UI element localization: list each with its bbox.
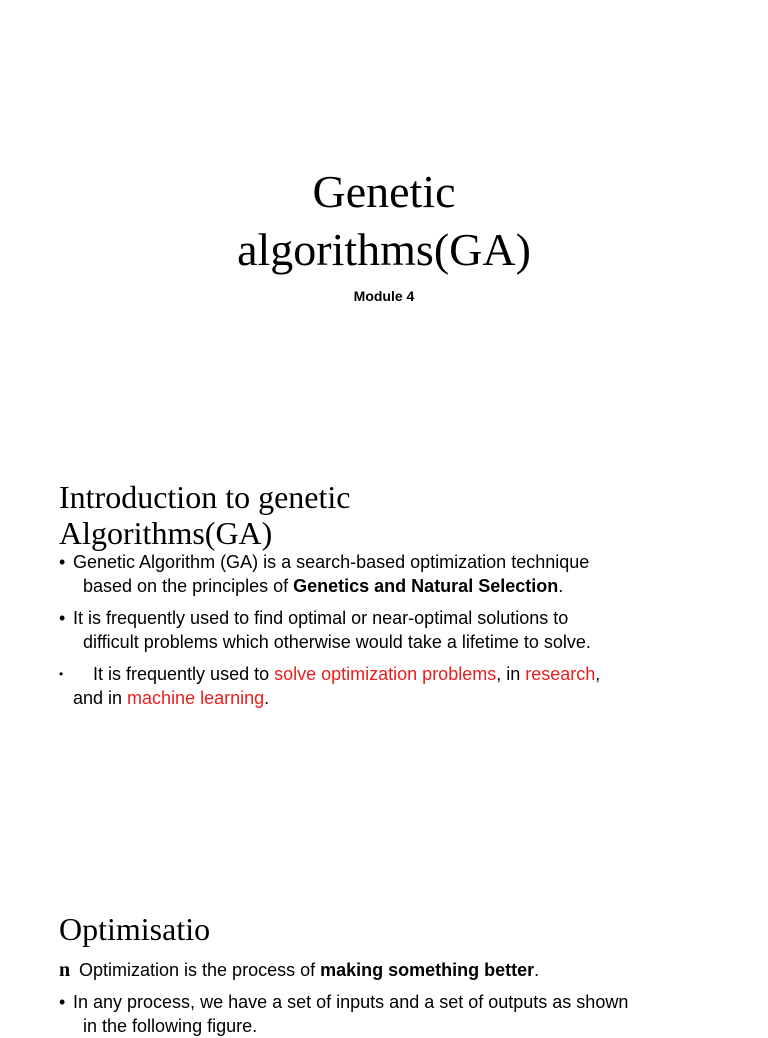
- intro-bullet-3: [59, 662, 739, 710]
- bullet-dot-icon: •: [59, 552, 66, 572]
- intro-bullet-2-line2: difficult problems which otherwise would take a lifetime to solve.: [83, 632, 591, 652]
- optimisation-bullet-1-bold: making something better: [320, 960, 535, 980]
- intro-bullet-1-line1: Genetic Algorithm (GA) is a search-based optimization technique: [73, 552, 590, 572]
- intro-bullet-1-bold: Genetics and Natural Selection: [293, 576, 559, 596]
- intro-bullet-3-mid: , in: [496, 664, 526, 684]
- bullet-dot-icon: •: [59, 667, 64, 681]
- intro-bullet-3-pre: It is frequently used to: [93, 664, 275, 684]
- intro-bullet-3-red1: solve optimization problems: [274, 664, 497, 684]
- optimisation-bullet-2-line1: In any process, we have a set of inputs and a set of outputs as shown: [73, 992, 629, 1012]
- intro-bullet-3-line1: [93, 664, 600, 684]
- intro-heading-line1: Introduction to genetic: [59, 479, 351, 515]
- optimisation-bullet-2: [59, 990, 739, 1038]
- optimisation-bullet-1-text: [59, 958, 739, 982]
- optimisation-bullet-2-text: [59, 990, 739, 1038]
- intro-bullet-1-line2: [73, 574, 739, 598]
- intro-bullet-3-red2: research: [525, 664, 596, 684]
- intro-bullet-1-text: [59, 550, 739, 598]
- bullet-glyph-icon: n: [59, 959, 71, 981]
- bullet-dot-icon: •: [59, 608, 66, 628]
- optimisation-bullet-1-pre: Optimization is the process of: [79, 960, 321, 980]
- intro-bullet-2: [59, 606, 739, 654]
- intro-bullet-3-red3: machine learning: [127, 688, 265, 708]
- intro-bullet-2-line1: It is frequently used to find optimal or near-optimal solutions to: [73, 608, 569, 628]
- page-subtitle: Module 4: [353, 288, 415, 304]
- intro-heading-line2: Algorithms(GA): [59, 515, 273, 551]
- intro-bullet-1: [59, 550, 739, 598]
- optimisation-bullet-2-line2: in the following figure.: [83, 1016, 258, 1036]
- intro-bullet-3-line2-pre: and in: [73, 688, 128, 708]
- intro-bullet-1-line2-post: .: [558, 576, 564, 596]
- intro-bullet-3-text: [59, 662, 739, 686]
- intro-bullet-3-line2: [59, 686, 739, 710]
- page-title-line2: algorithms(GA): [237, 224, 531, 275]
- intro-bullet-3-line2-post: .: [264, 688, 270, 708]
- optimisation-heading: Optimisatio: [59, 911, 211, 947]
- page-title-line1: Genetic: [312, 166, 456, 217]
- intro-bullet-2-text: [59, 606, 739, 654]
- bullet-dot-icon: •: [59, 992, 66, 1012]
- optimisation-bullet-1-post: .: [534, 960, 540, 980]
- intro-bullet-1-line2-pre: based on the principles of: [83, 576, 294, 596]
- intro-bullet-3-end1: ,: [595, 664, 601, 684]
- optimisation-bullet-1: [59, 958, 739, 982]
